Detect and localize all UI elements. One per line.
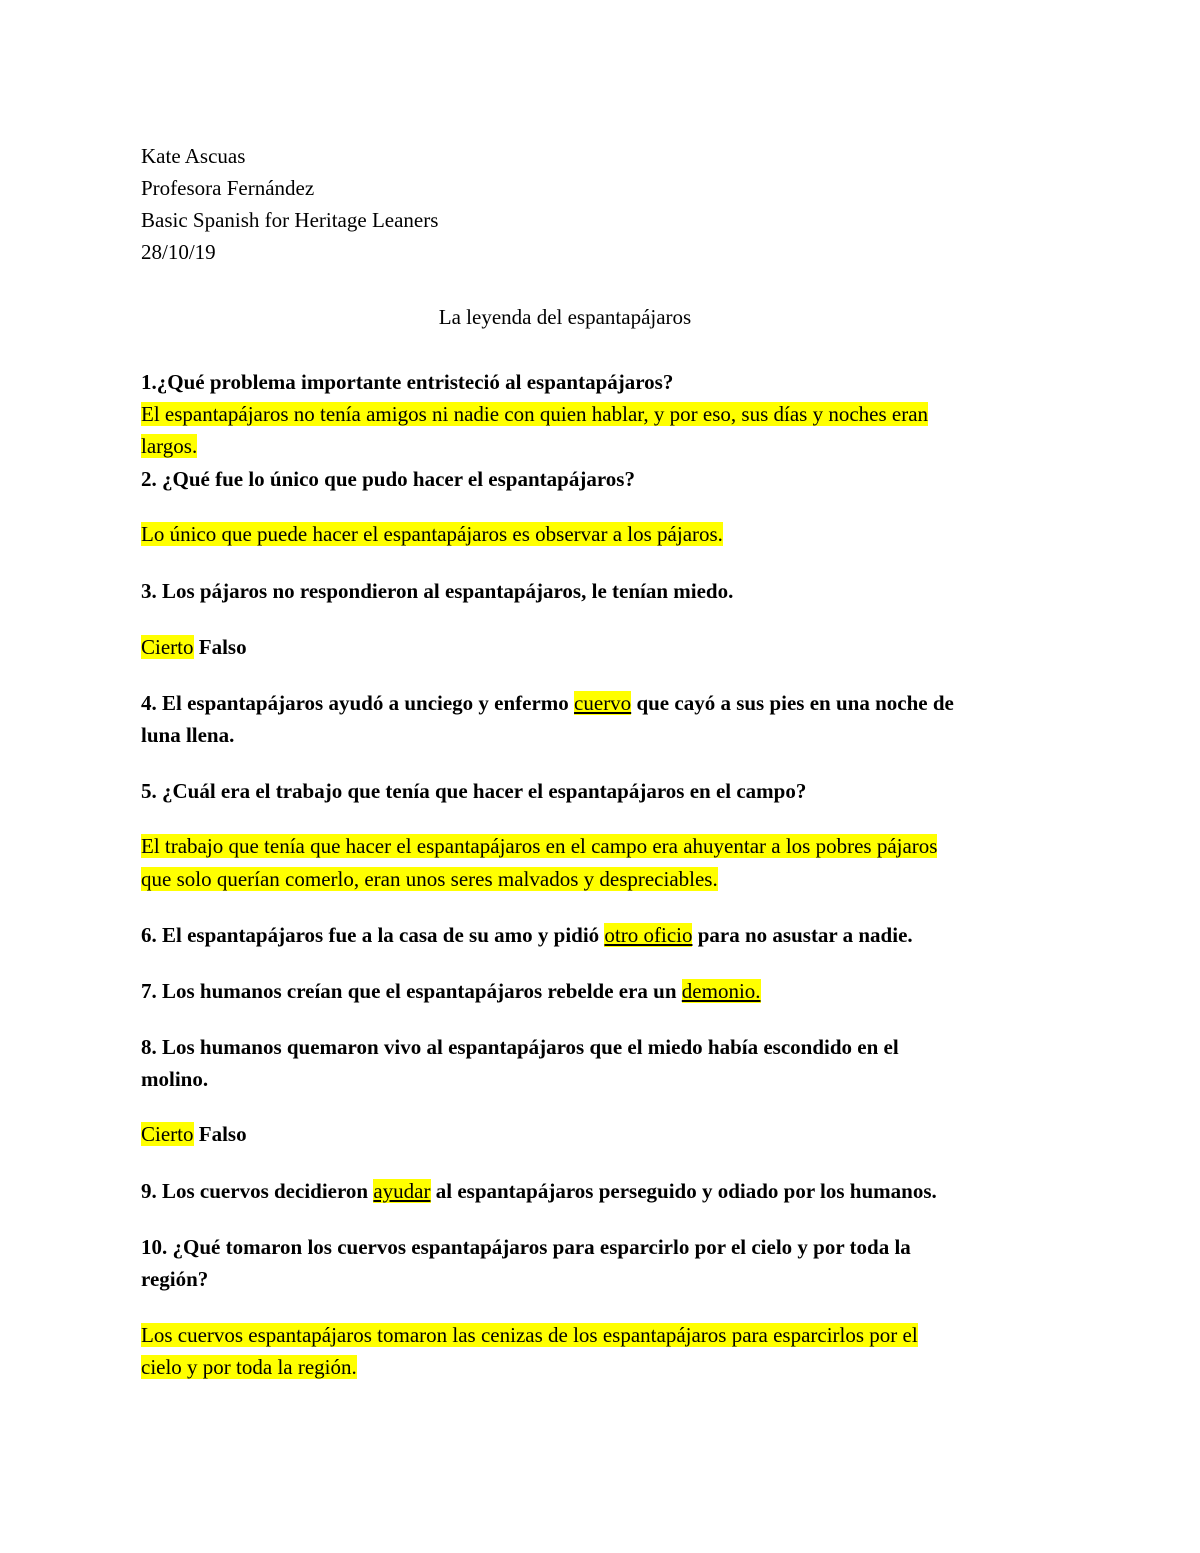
question-7-fill: demonio. xyxy=(681,979,761,1003)
professor-name: Profesora Fernández xyxy=(141,176,315,200)
question-6-post: para no asustar a nadie. xyxy=(692,923,913,947)
answer-10-text-2: cielo y por toda la región. xyxy=(141,1355,357,1379)
question-6 xyxy=(141,920,913,950)
question-7-pre: 7. Los humanos creían que el espantapájaros rebelde era un xyxy=(141,979,682,1003)
question-7 xyxy=(141,976,761,1006)
answer-2-line xyxy=(141,519,723,549)
answer-8-line xyxy=(141,1119,247,1149)
question-3: 3. Los pájaros no respondieron al espantapájaros, le tenían miedo. xyxy=(141,579,734,603)
question-6-fill: otro oficio xyxy=(604,923,693,947)
document-date: 28/10/19 xyxy=(141,240,216,264)
question-9-post: al espantapájaros perseguido y odiado por los humanos. xyxy=(430,1179,937,1203)
question-9-pre: 9. Los cuervos decidieron xyxy=(141,1179,374,1203)
course-name: Basic Spanish for Heritage Leaners xyxy=(141,208,439,232)
answer-5-line-1 xyxy=(141,831,937,861)
question-9 xyxy=(141,1176,937,1206)
question-10-line-2: región? xyxy=(141,1267,209,1291)
question-4-pre: 4. El espantapájaros ayudó a unciego y enfermo xyxy=(141,691,575,715)
answer-10-line-1 xyxy=(141,1320,918,1350)
answer-8-cierto: Cierto xyxy=(141,1122,194,1146)
answer-3-cierto: Cierto xyxy=(141,635,194,659)
document-title: La leyenda del espantapájaros xyxy=(438,305,692,329)
answer-10-text-1: Los cuervos espantapájaros tomaron las cenizas de los espantapájaros para esparcirlos por el xyxy=(141,1323,918,1347)
question-8-line-2: molino. xyxy=(141,1067,209,1091)
question-6-pre: 6. El espantapájaros fue a la casa de su amo y pidió xyxy=(141,923,605,947)
question-4-line-2: luna llena. xyxy=(141,723,235,747)
answer-1-line-1 xyxy=(141,399,928,429)
answer-10-line-2 xyxy=(141,1352,357,1382)
question-5: 5. ¿Cuál era el trabajo que tenía que hacer el espantapájaros en el campo? xyxy=(141,779,807,803)
question-2: 2. ¿Qué fue lo único que pudo hacer el espantapájaros? xyxy=(141,467,635,491)
answer-5-text-1: El trabajo que tenía que hacer el espantapájaros en el campo era ahuyentar a los pobres pájaros xyxy=(141,834,938,858)
answer-8-falso: Falso xyxy=(193,1122,247,1146)
answer-3-line xyxy=(141,632,247,662)
student-name: Kate Ascuas xyxy=(141,144,246,168)
question-10-line-1: 10. ¿Qué tomaron los cuervos espantapájaros para esparcirlo por el cielo y por toda la xyxy=(141,1235,911,1259)
answer-3-falso: Falso xyxy=(193,635,247,659)
question-4-fill: cuervo xyxy=(574,691,632,715)
question-4-post: que cayó a sus pies en una noche de xyxy=(631,691,954,715)
answer-1-text-2: largos. xyxy=(141,434,198,458)
answer-2-text: Lo único que puede hacer el espantapájaros es observar a los pájaros. xyxy=(141,522,723,546)
question-9-fill: ayudar xyxy=(373,1179,431,1203)
answer-5-text-2: que solo querían comerlo, eran unos seres malvados y despreciables. xyxy=(141,867,718,891)
question-4-line-1 xyxy=(141,688,954,718)
answer-1-text-1: El espantapájaros no tenía amigos ni nadie con quien hablar, y por eso, sus días y noches eran xyxy=(141,402,929,426)
question-8-line-1: 8. Los humanos quemaron vivo al espantapájaros que el miedo había escondido en el xyxy=(141,1035,899,1059)
answer-1-line-2 xyxy=(141,431,197,461)
answer-5-line-2 xyxy=(141,864,718,894)
question-1: 1.¿Qué problema importante entristeció al espantapájaros? xyxy=(141,370,674,394)
